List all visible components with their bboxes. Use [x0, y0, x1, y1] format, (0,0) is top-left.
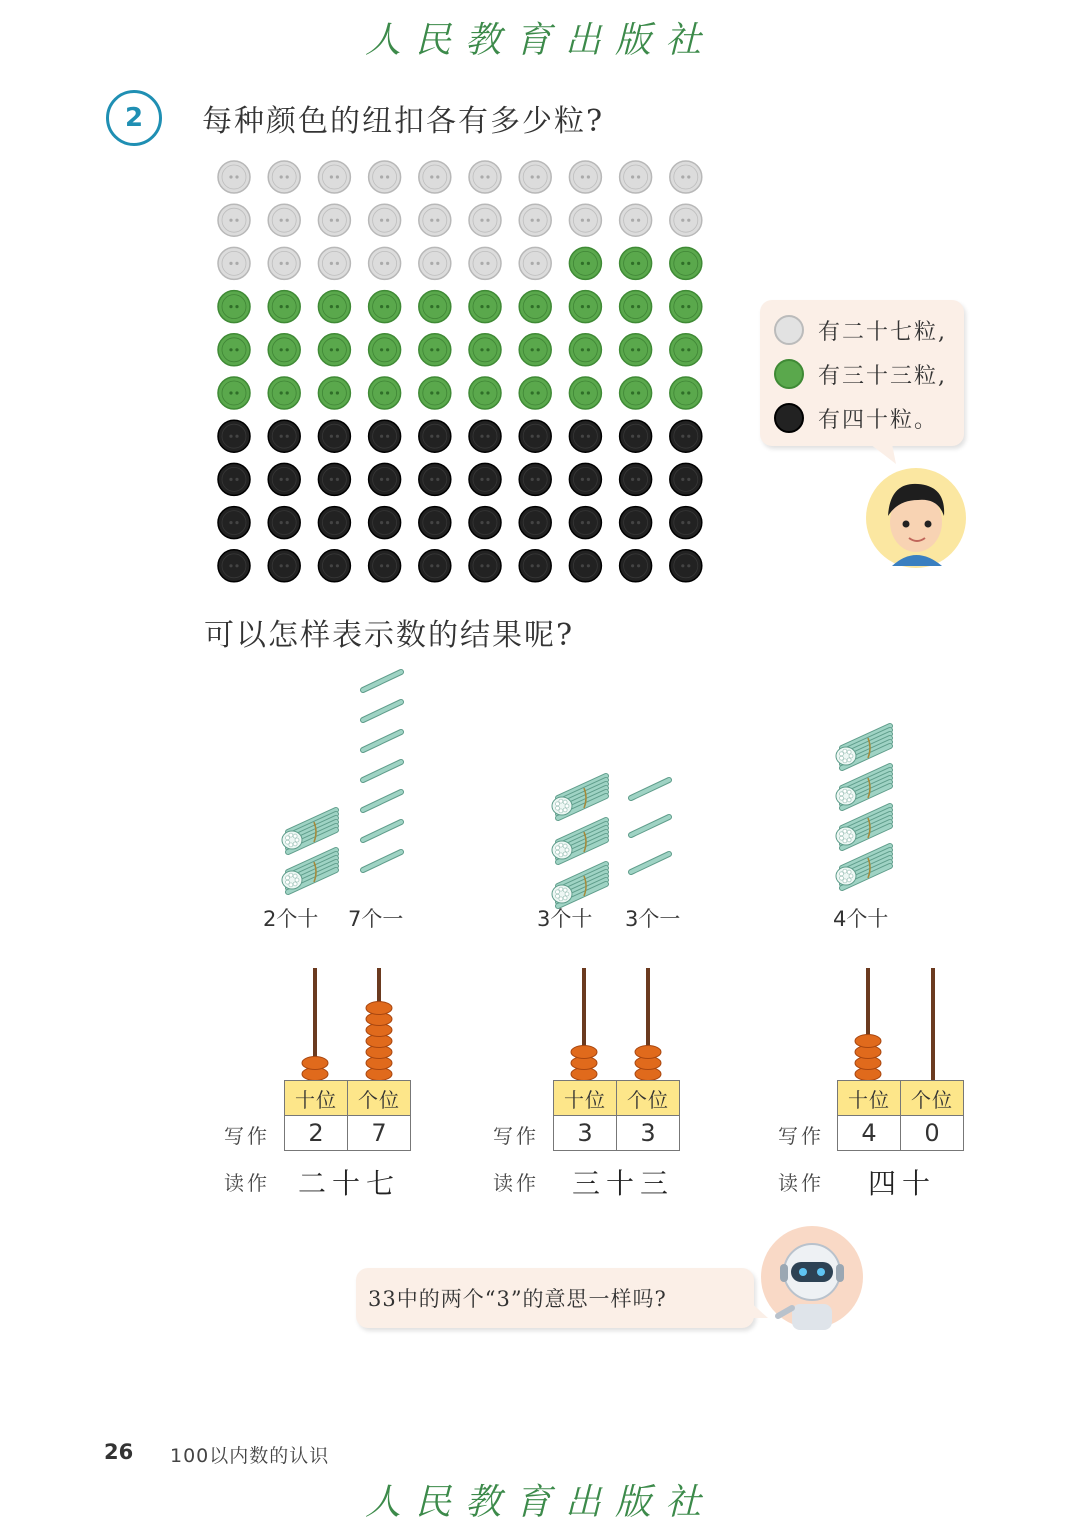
place-value-table-1 [284, 1080, 411, 1151]
button-white [218, 161, 250, 193]
bubble-text-white: 有二十七粒, [818, 319, 947, 345]
read-value-3: 四十 [868, 1167, 937, 1200]
button-black [268, 550, 300, 582]
stick-bundle [552, 864, 606, 906]
group2-ones-label: 3个一 [625, 907, 681, 931]
stick-bundle [836, 766, 890, 808]
place-value-table-2 [553, 1080, 680, 1151]
button-black [469, 463, 501, 495]
abacus-bead [302, 1057, 328, 1070]
group2-tens-label: 3个十 [537, 907, 593, 931]
button-white [318, 161, 350, 193]
button-green [569, 247, 601, 279]
button-green [620, 377, 652, 409]
button-black [469, 550, 501, 582]
button-black [569, 420, 601, 452]
button-white [670, 161, 702, 193]
group3-tens-label: 4个十 [833, 907, 889, 931]
boy-speech-bubble [760, 300, 964, 446]
group1-ones-label: 7个一 [348, 907, 404, 931]
stick-bundle [552, 820, 606, 862]
button-black [218, 463, 250, 495]
stick-bundle [836, 806, 890, 848]
button-black [369, 550, 401, 582]
button-black [369, 463, 401, 495]
button-black [469, 420, 501, 452]
button-grid [210, 155, 710, 590]
question-text: 每种颜色的纽扣各有多少粒? [202, 104, 605, 139]
abacus-bead [635, 1046, 661, 1059]
button-white [268, 204, 300, 236]
button-black [318, 420, 350, 452]
button-green [218, 291, 250, 323]
single-stick [363, 702, 401, 720]
bubble-text-black: 有四十粒。 [818, 407, 939, 433]
button-white [519, 204, 551, 236]
button-green [268, 291, 300, 323]
header-ones: 个位 [901, 1081, 964, 1116]
header-tens: 十位 [554, 1081, 617, 1116]
boy-avatar [864, 466, 968, 570]
button-green [419, 291, 451, 323]
header-ones: 个位 [348, 1081, 411, 1116]
button-green [369, 334, 401, 366]
button-green [519, 377, 551, 409]
button-black [318, 463, 350, 495]
button-black [369, 420, 401, 452]
stick-bundle [552, 776, 606, 818]
button-green [268, 334, 300, 366]
publisher-watermark-bottom: 人民教育出版社 [364, 1482, 715, 1523]
button-white [369, 247, 401, 279]
button-green [268, 377, 300, 409]
button-green [369, 291, 401, 323]
button-green [318, 334, 350, 366]
write-label-1: 写作 [224, 1124, 270, 1148]
button-white [318, 204, 350, 236]
button-green [670, 334, 702, 366]
button-white [569, 204, 601, 236]
button-black [519, 463, 551, 495]
bubble-tail [868, 444, 898, 466]
button-white [419, 161, 451, 193]
button-black [469, 507, 501, 539]
bubble-text-green: 有三十三粒, [818, 363, 947, 389]
digit-ones: 0 [901, 1116, 964, 1151]
header-tens: 十位 [285, 1081, 348, 1116]
button-black [620, 507, 652, 539]
button-black [519, 507, 551, 539]
button-white [469, 247, 501, 279]
button-white [670, 204, 702, 236]
button-green [469, 377, 501, 409]
bubble-line-green [774, 352, 964, 396]
button-green [218, 334, 250, 366]
place-value-table-3 [837, 1080, 964, 1151]
button-white [369, 161, 401, 193]
button-white [419, 204, 451, 236]
button-black [569, 463, 601, 495]
button-black [620, 550, 652, 582]
button-green [620, 247, 652, 279]
button-green [419, 334, 451, 366]
black-button-icon [774, 403, 804, 433]
single-stick [363, 762, 401, 780]
read-value-2: 三十三 [572, 1167, 675, 1200]
button-black [670, 420, 702, 452]
button-black [318, 550, 350, 582]
button-black [218, 550, 250, 582]
robot-speech-text: 33中的两个“3”的意思一样吗? [368, 1287, 667, 1311]
button-white [419, 247, 451, 279]
single-stick [363, 852, 401, 870]
publisher-watermark-top: 人民教育出版社 [364, 20, 715, 61]
abacus-bead [855, 1035, 881, 1048]
button-black [419, 507, 451, 539]
robot-speech-bubble [356, 1268, 754, 1328]
single-stick [363, 792, 401, 810]
button-green [569, 291, 601, 323]
digit-tens: 3 [554, 1116, 617, 1151]
bubble-line-white [774, 308, 964, 352]
button-black [569, 550, 601, 582]
button-black [268, 463, 300, 495]
button-green [620, 334, 652, 366]
chapter-title: 100以内数的认识 [170, 1445, 330, 1467]
write-label-3: 写作 [778, 1124, 824, 1148]
button-black [218, 420, 250, 452]
header-ones: 个位 [617, 1081, 680, 1116]
button-white [218, 247, 250, 279]
bubble-line-black [774, 396, 964, 440]
group1-tens-label: 2个十 [263, 907, 319, 931]
button-white [218, 204, 250, 236]
button-black [670, 463, 702, 495]
button-white [620, 161, 652, 193]
button-white [318, 247, 350, 279]
digit-ones: 3 [617, 1116, 680, 1151]
button-black [519, 550, 551, 582]
button-black [519, 420, 551, 452]
stick-bundle [836, 726, 890, 768]
button-white [469, 204, 501, 236]
button-green [670, 377, 702, 409]
white-button-icon [774, 315, 804, 345]
button-black [268, 507, 300, 539]
abacus-bead [571, 1046, 597, 1059]
button-black [419, 550, 451, 582]
button-white [268, 161, 300, 193]
button-green [569, 377, 601, 409]
button-green [569, 334, 601, 366]
robot-avatar [758, 1224, 866, 1330]
button-green [369, 377, 401, 409]
stick-bundle [282, 810, 336, 852]
button-white [620, 204, 652, 236]
button-green [620, 291, 652, 323]
read-label-3: 读作 [778, 1171, 824, 1195]
button-black [620, 463, 652, 495]
button-green [318, 291, 350, 323]
digit-tens: 4 [838, 1116, 901, 1151]
button-black [569, 507, 601, 539]
button-white [268, 247, 300, 279]
subquestion-text: 可以怎样表示数的结果呢? [204, 618, 575, 653]
write-label-2: 写作 [493, 1124, 539, 1148]
button-white [369, 204, 401, 236]
manipulatives-drawing [0, 650, 1080, 1110]
button-white [469, 161, 501, 193]
single-stick [363, 822, 401, 840]
button-white [519, 247, 551, 279]
read-label-1: 读作 [224, 1171, 270, 1195]
button-green [670, 291, 702, 323]
single-stick [631, 817, 669, 835]
single-stick [631, 780, 669, 798]
read-value-1: 二十七 [298, 1167, 401, 1200]
button-black [268, 420, 300, 452]
digit-tens: 2 [285, 1116, 348, 1151]
page-number: 26 [104, 1440, 134, 1464]
button-green [218, 377, 250, 409]
read-label-2: 读作 [493, 1171, 539, 1195]
stick-bundle [282, 850, 336, 892]
button-black [419, 420, 451, 452]
button-white [519, 161, 551, 193]
stick-bundle [836, 846, 890, 888]
button-green [419, 377, 451, 409]
button-black [670, 507, 702, 539]
header-tens: 十位 [838, 1081, 901, 1116]
button-green [519, 334, 551, 366]
single-stick [631, 854, 669, 872]
single-stick [363, 732, 401, 750]
button-black [318, 507, 350, 539]
button-green [469, 334, 501, 366]
button-black [369, 507, 401, 539]
button-black [218, 507, 250, 539]
button-green [318, 377, 350, 409]
green-button-icon [774, 359, 804, 389]
button-green [670, 247, 702, 279]
button-black [419, 463, 451, 495]
button-white [569, 161, 601, 193]
button-green [469, 291, 501, 323]
button-black [670, 550, 702, 582]
digit-ones: 7 [348, 1116, 411, 1151]
button-green [519, 291, 551, 323]
button-black [620, 420, 652, 452]
single-stick [363, 672, 401, 690]
abacus-bead [366, 1002, 392, 1015]
question-number: 2 [106, 90, 162, 146]
